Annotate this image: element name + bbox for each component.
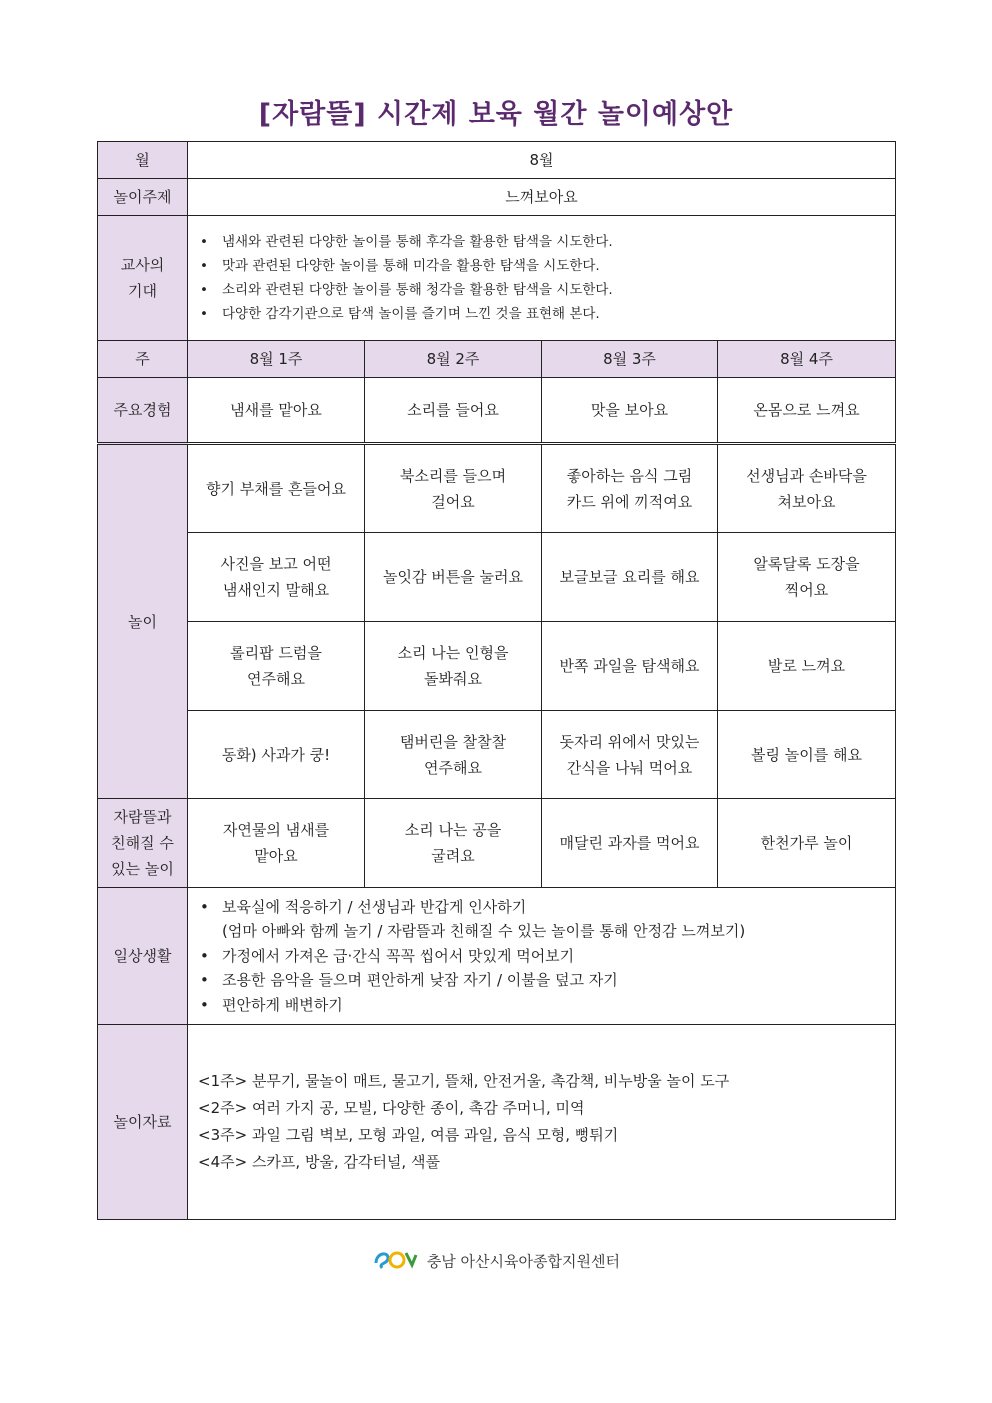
expectation-item: • 소리와 관련된 다양한 놀이를 통해 청각을 활용한 탐색을 시도한다. (222, 278, 891, 302)
week-header: 8월 1주 (188, 341, 365, 378)
play-cell: 탬버린을 찰찰찰 연주해요 (365, 711, 542, 799)
week-header: 8월 2주 (365, 341, 542, 378)
expectations-list (188, 216, 896, 341)
materials-label: 놀이자료 (98, 1025, 188, 1220)
play-cell: 돗자리 위에서 맛있는 간식을 나눠 먹어요 (542, 711, 718, 799)
theme-row (98, 179, 896, 216)
month-value: 8월 (188, 142, 896, 179)
familiar-cell: 매달린 과자를 먹어요 (542, 799, 718, 888)
daily-item-note: (엄마 아빠와 함께 놀기 / 자람뜰과 친해질 수 있는 놀이를 통해 안정감 느껴보기) (222, 922, 746, 941)
materials-item: <4주> 스카프, 방울, 감각터널, 색풀 (198, 1153, 440, 1171)
play-cell: 반쪽 과일을 탐색해요 (542, 622, 718, 711)
materials-item: <1주> 분무기, 물놀이 매트, 물고기, 뜰채, 안전거울, 촉감책, 비누방울 놀이 도구 (198, 1072, 730, 1090)
center-logo-icon (372, 1247, 418, 1275)
play-cell: 향기 부채를 흔들어요 (188, 444, 365, 533)
play-cell: 볼링 놀이를 해요 (718, 711, 896, 799)
daily-item: • 편안하게 배변하기 (222, 993, 891, 1018)
daily-label: 일상생활 (98, 888, 188, 1025)
plan-table (97, 141, 896, 1220)
expectations-label: 교사의 기대 (98, 216, 188, 341)
familiar-row (98, 799, 896, 888)
play-cell: 발로 느껴요 (718, 622, 896, 711)
experience-cell: 소리를 들어요 (365, 378, 542, 444)
week-header: 8월 3주 (542, 341, 718, 378)
page-title: [자람뜰] 시간제 보육 월간 놀이예상안 (258, 99, 734, 130)
materials-row (98, 1025, 896, 1220)
play-cell: 소리 나는 인형을 돌봐줘요 (365, 622, 542, 711)
play-row (98, 444, 896, 533)
month-row (98, 142, 896, 179)
materials-item: <2주> 여러 가지 공, 모빌, 다양한 종이, 촉감 주머니, 미역 (198, 1099, 585, 1117)
footer (0, 1247, 992, 1275)
week-label: 주 (98, 341, 188, 378)
expectation-item: • 다양한 감각기관으로 탐색 놀이를 즐기며 느낀 것을 표현해 본다. (222, 302, 891, 326)
footer-text: 충남 아산시육아종합지원센터 (426, 1252, 620, 1271)
familiar-label: 자람뜰과 친해질 수 있는 놀이 (98, 799, 188, 888)
experience-cell: 맛을 보아요 (542, 378, 718, 444)
play-cell: 보글보글 요리를 해요 (542, 533, 718, 622)
play-cell: 롤리팝 드럼을 연주해요 (188, 622, 365, 711)
play-cell: 선생님과 손바닥을 쳐보아요 (718, 444, 896, 533)
play-cell: 좋아하는 음식 그림 카드 위에 끼적여요 (542, 444, 718, 533)
play-label: 놀이 (98, 444, 188, 799)
materials-item: <3주> 과일 그림 벽보, 모형 과일, 여름 과일, 음식 모형, 뻥튀기 (198, 1126, 619, 1144)
play-cell: 사진을 보고 어떤 냄새인지 말해요 (188, 533, 365, 622)
expectation-item: • 냄새와 관련된 다양한 놀이를 통해 후각을 활용한 탐색을 시도한다. (222, 230, 891, 254)
daily-list (188, 888, 896, 1025)
week-header: 8월 4주 (718, 341, 896, 378)
play-cell: 놀잇감 버튼을 눌러요 (365, 533, 542, 622)
expectations-row (98, 216, 896, 341)
familiar-cell: 자연물의 냄새를 맡아요 (188, 799, 365, 888)
play-row (98, 711, 896, 799)
familiar-cell: 한천가루 놀이 (718, 799, 896, 888)
expectation-item: • 맛과 관련된 다양한 놀이를 통해 미각을 활용한 탐색을 시도한다. (222, 254, 891, 278)
familiar-cell: 소리 나는 공을 굴려요 (365, 799, 542, 888)
week-row (98, 341, 896, 378)
play-cell: 북소리를 들으며 걸어요 (365, 444, 542, 533)
experience-label: 주요경험 (98, 378, 188, 444)
play-row (98, 622, 896, 711)
daily-item: • 가정에서 가져온 급·간식 꼭꼭 씹어서 맛있게 먹어보기 (222, 944, 891, 969)
daily-item: • 조용한 음악을 들으며 편안하게 낮잠 자기 / 이불을 덮고 자기 (222, 968, 891, 993)
daily-item: • 보육실에 적응하기 / 선생님과 반갑게 인사하기 (222, 895, 891, 920)
materials-list (188, 1025, 896, 1220)
play-row (98, 533, 896, 622)
play-cell: 동화) 사과가 쿵! (188, 711, 365, 799)
theme-value: 느껴보아요 (188, 179, 896, 216)
experience-cell: 냄새를 맡아요 (188, 378, 365, 444)
theme-label: 놀이주제 (98, 179, 188, 216)
experience-cell: 온몸으로 느껴요 (718, 378, 896, 444)
experience-row (98, 378, 896, 444)
month-label: 월 (98, 142, 188, 179)
play-cell: 알록달록 도장을 찍어요 (718, 533, 896, 622)
daily-row (98, 888, 896, 1025)
